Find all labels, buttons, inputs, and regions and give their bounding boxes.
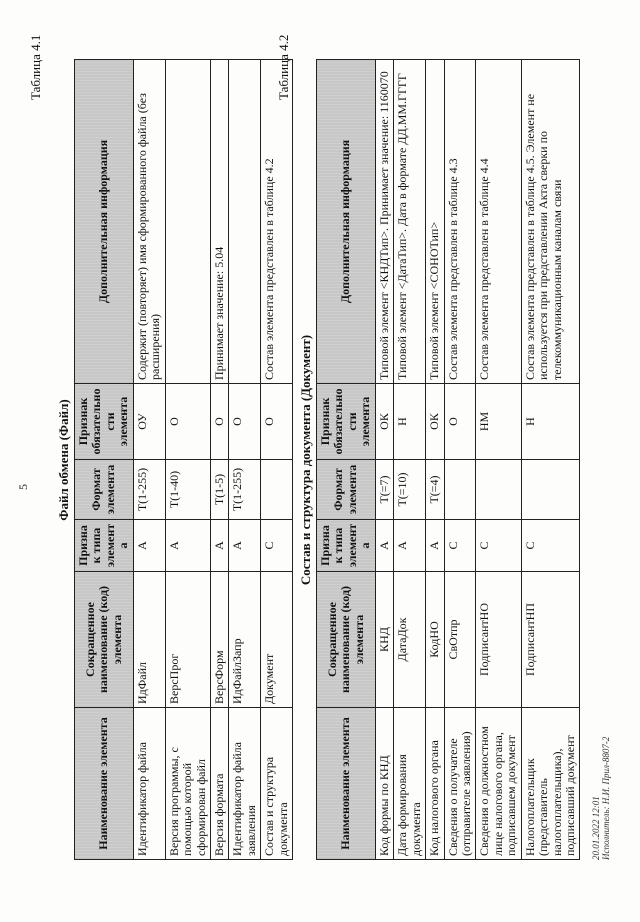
table1-header-cell: Наименование элемента xyxy=(75,708,134,860)
element-code-cell: КодНО xyxy=(426,572,444,708)
table-file-exchange xyxy=(74,59,293,860)
table-row xyxy=(476,60,521,860)
table-row xyxy=(165,60,210,860)
element-format-cell: T(1-255) xyxy=(133,460,165,520)
table1-header-cell: Признак типа элемента xyxy=(75,520,134,572)
element-required-cell: О xyxy=(210,384,228,460)
element-type-cell: С xyxy=(261,520,293,572)
element-info-cell: Содержит (повторяет) имя сформированного файла (без расширения) xyxy=(133,60,165,384)
element-info-cell: Типовой элемент <КНДТип>. Принимает значение: 1160070 xyxy=(375,60,393,384)
element-type-cell: А xyxy=(165,520,210,572)
element-required-cell: ОУ xyxy=(133,384,165,460)
table2-header-cell: Наименование элемента xyxy=(317,708,376,860)
element-code-cell: ИдФайл xyxy=(133,572,165,708)
footer-author: Исполнитель: Н.И. Прил-8807-2 xyxy=(600,736,611,860)
element-type-cell: А xyxy=(210,520,228,572)
element-name-cell: Идентификатор файла заявления xyxy=(229,708,261,860)
element-format-cell xyxy=(476,460,521,520)
element-format-cell xyxy=(261,460,293,520)
element-info-cell: Состав элемента представлен в таблице 4.5. Элемент не используется при представлении Акта сверки по телекоммуникационным каналам связи xyxy=(521,60,580,384)
table1-header-cell: Формат элемента xyxy=(75,460,134,520)
element-name-cell: Сведения о получателе (отправителе заявления) xyxy=(444,708,476,860)
element-name-cell: Дата формирования документа xyxy=(394,708,426,860)
element-format-cell xyxy=(521,460,580,520)
element-type-cell: С xyxy=(521,520,580,572)
element-info-cell: Типовой элемент <СОНОТип> xyxy=(426,60,444,384)
element-name-cell: Код налогового органа xyxy=(426,708,444,860)
footer-timestamp: 20.01.2022 12:01 xyxy=(591,796,601,860)
footer-stamp xyxy=(592,737,612,860)
element-code-cell: СвОтпр xyxy=(444,572,476,708)
table-row xyxy=(521,60,580,860)
table2-header-cell: Сокращенное наименование (код) элемента xyxy=(317,572,376,708)
element-required-cell: НМ xyxy=(476,384,521,460)
page-number: 5 xyxy=(16,484,30,490)
element-name-cell: Сведения о должностном лице налогового органа, подписавшем документ xyxy=(476,708,521,860)
table2-header-cell: Признак типа элемента xyxy=(317,520,376,572)
table-row xyxy=(394,60,426,860)
element-required-cell: О xyxy=(444,384,476,460)
element-name-cell: Налогоплательщик (представитель налогоплательщика), подписавший документ xyxy=(521,708,580,860)
element-type-cell: С xyxy=(444,520,476,572)
element-name-cell: Код формы по КНД xyxy=(375,708,393,860)
element-format-cell: T(=10) xyxy=(394,460,426,520)
table2-header-cell: Признак обязательности элемента xyxy=(317,384,376,460)
element-code-cell: ДатаДок xyxy=(394,572,426,708)
element-info-cell: Состав элемента представлен в таблице 4.3 xyxy=(444,60,476,384)
element-required-cell: ОК xyxy=(375,384,393,460)
element-name-cell: Состав и структура документа xyxy=(261,708,293,860)
table-row xyxy=(375,60,393,860)
table1-header-cell: Признак обязательности элемента xyxy=(75,384,134,460)
table2-header-cell: Формат элемента xyxy=(317,460,376,520)
element-info-cell: Принимает значение: 5.04 xyxy=(210,60,228,384)
element-required-cell: Н xyxy=(521,384,580,460)
table-row xyxy=(261,60,293,860)
element-required-cell: О xyxy=(229,384,261,460)
element-info-cell xyxy=(165,60,210,384)
table1-header-cell: Сокращенное наименование (код) элемента xyxy=(75,572,134,708)
table1-number: Таблица 4.1 xyxy=(28,34,43,100)
element-info-cell: Типовой элемент <ДатаТип>. Дата в формате ДД.ММ.ГГГГ xyxy=(394,60,426,384)
element-type-cell: А xyxy=(375,520,393,572)
element-type-cell: А xyxy=(394,520,426,572)
element-format-cell: T(1-40) xyxy=(165,460,210,520)
element-name-cell: Версия формата xyxy=(210,708,228,860)
table2-number: Таблица 4.2 xyxy=(276,34,291,100)
table-row xyxy=(426,60,444,860)
element-required-cell: Н xyxy=(394,384,426,460)
table2-header-cell: Дополнительная информация xyxy=(317,60,376,384)
element-name-cell: Идентификатор файла xyxy=(133,708,165,860)
element-type-cell: А xyxy=(133,520,165,572)
element-info-cell: Состав элемента представлен в таблице 4.2 xyxy=(261,60,293,384)
table-row xyxy=(133,60,165,860)
element-code-cell: Документ xyxy=(261,572,293,708)
table1-header-row xyxy=(75,60,134,860)
element-type-cell: А xyxy=(229,520,261,572)
table2-header-row xyxy=(317,60,376,860)
element-code-cell: ВерсФорм xyxy=(210,572,228,708)
element-format-cell: T(=7) xyxy=(375,460,393,520)
element-format-cell xyxy=(444,460,476,520)
element-type-cell: С xyxy=(476,520,521,572)
element-format-cell: T(1-5) xyxy=(210,460,228,520)
element-code-cell: ПодписантНО xyxy=(476,572,521,708)
table1-title: Файл обмена (Файл) xyxy=(56,399,71,521)
table2-title: Состав и структура документа (Документ) xyxy=(298,334,313,586)
element-required-cell: О xyxy=(165,384,210,460)
table-row xyxy=(210,60,228,860)
element-info-cell: Состав элемента представлен в таблице 4.4 xyxy=(476,60,521,384)
element-code-cell: КНД xyxy=(375,572,393,708)
element-format-cell: T(=4) xyxy=(426,460,444,520)
table-row xyxy=(229,60,261,860)
element-name-cell: Версия программы, с помощью которой сформирован файл xyxy=(165,708,210,860)
element-required-cell: ОК xyxy=(426,384,444,460)
element-info-cell xyxy=(229,60,261,384)
element-code-cell: ВерсПрог xyxy=(165,572,210,708)
table-document-structure xyxy=(316,59,580,860)
table1-header-cell: Дополнительная информация xyxy=(75,60,134,384)
element-type-cell: А xyxy=(426,520,444,572)
element-format-cell: T(1-255) xyxy=(229,460,261,520)
table-row xyxy=(444,60,476,860)
element-code-cell: ИдФайлЗапр xyxy=(229,572,261,708)
element-required-cell: О xyxy=(261,384,293,460)
element-code-cell: ПодписантНП xyxy=(521,572,580,708)
